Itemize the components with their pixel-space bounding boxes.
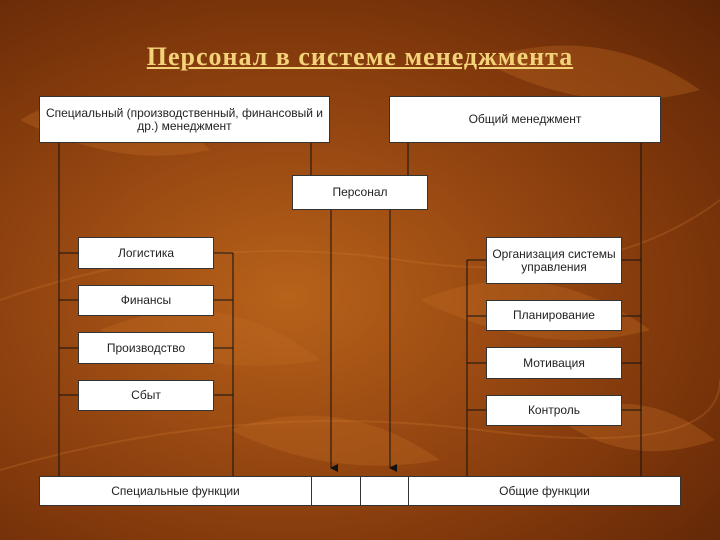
page-title: Персонал в системе менеджмента	[146, 42, 574, 71]
bottom-middle-cell-left	[311, 476, 361, 506]
special-management-box	[39, 96, 330, 143]
bottom-middle-cell-right	[360, 476, 409, 506]
right-item-label: Мотивация	[523, 355, 585, 370]
personnel-label: Персонал	[332, 185, 388, 199]
left-item-label: Сбыт	[131, 388, 161, 402]
right-item-label: Планирование	[513, 308, 595, 322]
general-functions-box	[408, 476, 681, 506]
special-management-label: Специальный (производственный, финансовый и др.) менеджмент	[45, 105, 324, 133]
left-item-label: Производство	[106, 340, 186, 355]
left-item-production	[78, 332, 214, 364]
left-item-sales	[78, 380, 214, 411]
left-item-label: Логистика	[117, 245, 174, 260]
right-item-control	[486, 395, 622, 426]
right-item-organization	[486, 237, 622, 284]
general-management-label: Общий менеджмент	[468, 112, 582, 126]
right-item-label: Организация системы управления	[492, 246, 616, 274]
left-item-logistics	[78, 237, 214, 269]
special-functions-label: Специальные функции	[111, 483, 240, 498]
personnel-box	[292, 175, 428, 210]
special-functions-box	[39, 476, 312, 506]
left-item-label: Финансы	[120, 293, 172, 307]
right-item-motivation	[486, 347, 622, 379]
left-item-finance	[78, 285, 214, 316]
general-management-box	[389, 96, 661, 143]
right-item-label: Контроль	[527, 403, 581, 417]
general-functions-label: Общие функции	[499, 483, 590, 498]
right-item-planning	[486, 300, 622, 331]
